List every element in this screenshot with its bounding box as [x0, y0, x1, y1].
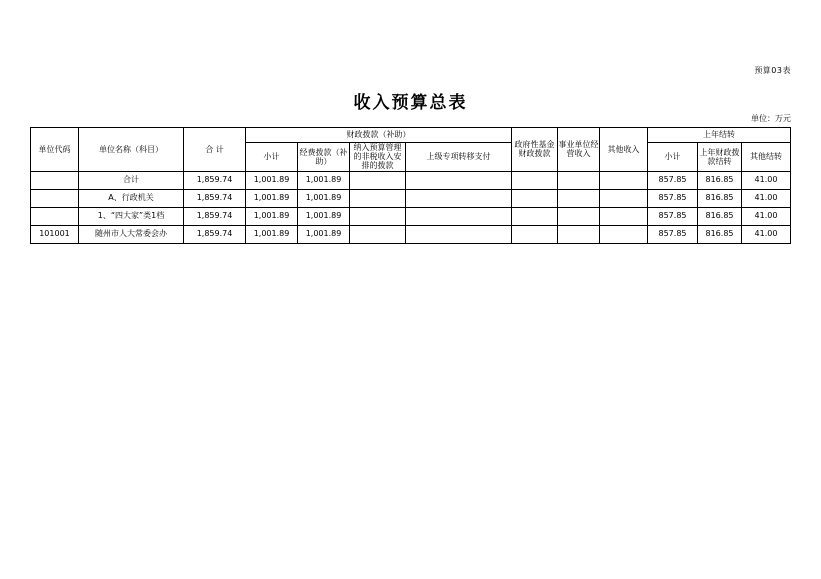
cell-fiscal-subtotal: 1,001.89 [246, 207, 298, 225]
cell-other-carryover: 41.00 [742, 225, 791, 243]
cell-carryover-subtotal: 857.85 [648, 225, 698, 243]
cell-government-fund [512, 171, 558, 189]
cell-operating-appropriation: 1,001.89 [298, 189, 350, 207]
header-unit-name: 单位名称（科目） [79, 128, 184, 172]
cell-other-carryover: 41.00 [742, 171, 791, 189]
cell-carryover-subtotal: 857.85 [648, 207, 698, 225]
cell-carryover-subtotal: 857.85 [648, 171, 698, 189]
cell-unit-code [31, 189, 79, 207]
table-row [31, 189, 791, 207]
form-code: 预算03表 [754, 66, 791, 75]
cell-fiscal-subtotal: 1,001.89 [246, 171, 298, 189]
cell-operating-appropriation: 1,001.89 [298, 225, 350, 243]
cell-tax-income [350, 225, 406, 243]
table-row [31, 171, 791, 189]
cell-tax-income [350, 207, 406, 225]
cell-government-fund [512, 207, 558, 225]
cell-other-carryover: 41.00 [742, 207, 791, 225]
cell-other-carryover: 41.00 [742, 189, 791, 207]
cell-fiscal-subtotal: 1,001.89 [246, 225, 298, 243]
cell-operating-income [558, 225, 600, 243]
cell-unit-name: A、行政机关 [79, 189, 184, 207]
cell-other-income [600, 207, 648, 225]
cell-government-fund [512, 225, 558, 243]
header-fiscal-appropriation: 财政拨款（补助） [246, 128, 512, 143]
header-prior-year-fiscal-carryover: 上年财政拨款结转 [698, 143, 742, 172]
header-total: 合 计 [184, 128, 246, 172]
cell-total: 1,859.74 [184, 225, 246, 243]
cell-tax-income [350, 189, 406, 207]
cell-total: 1,859.74 [184, 207, 246, 225]
cell-operating-income [558, 207, 600, 225]
table-row [31, 207, 791, 225]
unit-note: 单位：万元 [751, 114, 791, 123]
cell-operating-appropriation: 1,001.89 [298, 207, 350, 225]
cell-unit-name: 合计 [79, 171, 184, 189]
cell-total: 1,859.74 [184, 171, 246, 189]
cell-unit-name: 随州市人大常委会办 [79, 225, 184, 243]
page-title: 收入预算总表 [353, 93, 468, 113]
header-unit-code: 单位代码 [31, 128, 79, 172]
cell-unit-code [31, 207, 79, 225]
cell-operating-appropriation: 1,001.89 [298, 171, 350, 189]
cell-fiscal-carryover: 816.85 [698, 171, 742, 189]
table-row [31, 225, 791, 243]
cell-government-fund [512, 189, 558, 207]
cell-unit-code: 101001 [31, 225, 79, 243]
header-government-fund: 政府性基金财政拨款 [512, 128, 558, 172]
cell-operating-income [558, 171, 600, 189]
header-tax-income-into-budget: 纳入预算管理的非税收入安排的拨款 [350, 143, 406, 172]
cell-carryover-subtotal: 857.85 [648, 189, 698, 207]
cell-unit-name: 1、“四大家”类1档 [79, 207, 184, 225]
cell-fiscal-subtotal: 1,001.89 [246, 189, 298, 207]
cell-total: 1,859.74 [184, 189, 246, 207]
cell-fiscal-carryover: 816.85 [698, 207, 742, 225]
cell-superior-transfer [406, 171, 512, 189]
header-fiscal-subtotal: 小计 [246, 143, 298, 172]
cell-other-income [600, 225, 648, 243]
cell-unit-code [31, 171, 79, 189]
cell-other-income [600, 171, 648, 189]
table-body [31, 171, 791, 243]
cell-fiscal-carryover: 816.85 [698, 189, 742, 207]
table-header [31, 128, 791, 172]
income-budget-table [30, 127, 791, 244]
header-other-income: 其他收入 [600, 128, 648, 172]
cell-other-income [600, 189, 648, 207]
cell-superior-transfer [406, 225, 512, 243]
cell-operating-income [558, 189, 600, 207]
cell-tax-income [350, 171, 406, 189]
cell-fiscal-carryover: 816.85 [698, 225, 742, 243]
header-carryover-subtotal: 小计 [648, 143, 698, 172]
header-prior-year-carryover: 上年结转 [648, 128, 791, 143]
header-operating-appropriation: 经费拨款（补助） [298, 143, 350, 172]
cell-superior-transfer [406, 207, 512, 225]
header-superior-special-transfer: 上级专项转移支付 [406, 143, 512, 172]
header-other-carryover: 其他结转 [742, 143, 791, 172]
header-operating-income: 事业单位经营收入 [558, 128, 600, 172]
cell-superior-transfer [406, 189, 512, 207]
